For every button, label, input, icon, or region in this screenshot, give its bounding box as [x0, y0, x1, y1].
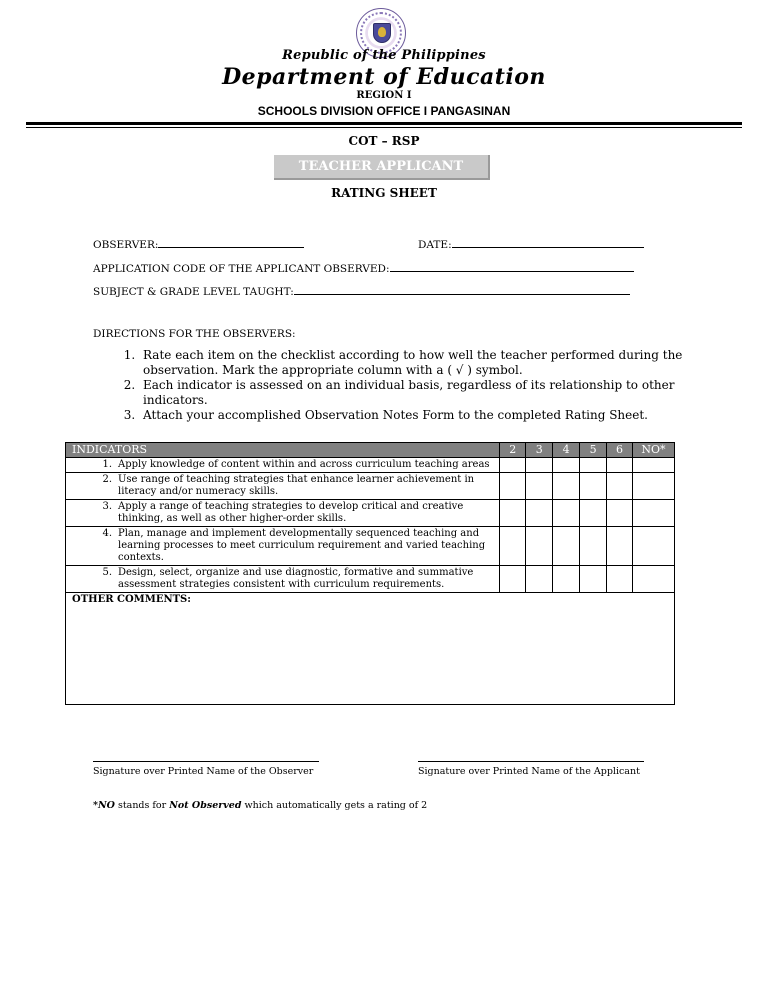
header-indicators: INDICATORS — [66, 443, 500, 458]
table-header-row — [66, 443, 675, 458]
application-code-line — [390, 261, 634, 272]
observer-label: OBSERVER: — [93, 239, 159, 251]
seal-torch-icon — [378, 27, 386, 37]
header-rating-5: 5 — [580, 443, 607, 458]
rating-cell[interactable] — [632, 500, 674, 527]
table-row — [66, 458, 675, 473]
rating-cell[interactable] — [632, 566, 674, 593]
subject-label: SUBJECT & GRADE LEVEL TAUGHT: — [93, 286, 294, 298]
rating-cell[interactable] — [526, 500, 553, 527]
rating-cell[interactable] — [500, 458, 526, 473]
form-title: RATING SHEET — [331, 186, 437, 200]
directions-heading: DIRECTIONS FOR THE OBSERVERS: — [93, 328, 296, 340]
header-rating-2: 2 — [500, 443, 526, 458]
department-title: Department of Education — [222, 64, 546, 90]
indicator-text: Use range of teaching strategies that enhance learner achievement in literacy and/or numeracy skills. — [118, 474, 475, 497]
rating-cell[interactable] — [580, 527, 607, 566]
indicator-number: 5. — [102, 567, 112, 578]
indicator-number: 4. — [102, 528, 112, 539]
applicant-signature-line[interactable] — [418, 761, 644, 762]
rating-cell[interactable] — [526, 566, 553, 593]
rating-cell[interactable] — [607, 527, 633, 566]
footnote — [93, 800, 427, 811]
rating-cell[interactable] — [553, 527, 580, 566]
subject-line — [294, 284, 630, 295]
header-rating-3: 3 — [526, 443, 553, 458]
rating-cell[interactable] — [526, 473, 553, 500]
table-row — [66, 500, 675, 527]
rating-cell[interactable] — [580, 473, 607, 500]
rating-cell[interactable] — [632, 473, 674, 500]
header-rating-6: 6 — [607, 443, 633, 458]
application-code-label: APPLICATION CODE OF THE APPLICANT OBSERVED: — [93, 263, 390, 275]
rating-cell[interactable] — [607, 566, 633, 593]
indicators-table — [65, 442, 675, 705]
rating-cell[interactable] — [500, 527, 526, 566]
observer-field[interactable] — [93, 237, 304, 251]
rating-cell[interactable] — [607, 500, 633, 527]
footnote-rest: which automatically gets a rating of 2 — [241, 800, 428, 811]
rating-cell[interactable] — [580, 458, 607, 473]
header-rating-4: 4 — [553, 443, 580, 458]
directions-list — [93, 348, 729, 423]
rating-cell[interactable] — [526, 458, 553, 473]
rating-cell[interactable] — [607, 473, 633, 500]
division-label: SCHOOLS DIVISION OFFICE I PANGASINAN — [257, 104, 511, 118]
comments-row — [66, 593, 675, 705]
indicator-text: Design, select, organize and use diagnostic, formative and summative assessment strategies consistent with curriculum requirements. — [118, 567, 474, 590]
indicator-text: Apply knowledge of content within and across curriculum teaching areas — [118, 459, 490, 470]
header-divider-thick — [26, 122, 742, 125]
rating-cell[interactable] — [500, 500, 526, 527]
other-comments-area[interactable] — [66, 593, 675, 705]
observer-line — [158, 237, 304, 248]
rating-cell[interactable] — [500, 473, 526, 500]
indicator-number: 3. — [102, 501, 112, 512]
rating-cell[interactable] — [580, 566, 607, 593]
form-code: COT – RSP — [348, 134, 420, 148]
table-row — [66, 527, 675, 566]
indicator-number: 2. — [102, 474, 112, 485]
subject-field[interactable] — [93, 284, 630, 298]
rating-cell[interactable] — [580, 500, 607, 527]
observer-signature-label: Signature over Printed Name of the Observer — [93, 766, 314, 777]
footnote-term: Not Observed — [169, 800, 242, 811]
rating-cell[interactable] — [553, 500, 580, 527]
table-row — [66, 566, 675, 593]
rating-cell[interactable] — [553, 473, 580, 500]
footnote-abbr: *NO — [93, 800, 115, 811]
indicator-text: Apply a range of teaching strategies to develop critical and creative thinking, as well as other higher-order skills. — [118, 501, 464, 524]
rating-cell[interactable] — [632, 458, 674, 473]
direction-item: 2. Each indicator is assessed on an individual basis, regardless of its relationship to other indicators. — [139, 378, 729, 408]
region-label: REGION I — [356, 90, 412, 101]
direction-item: 1. Rate each item on the checklist according to how well the teacher performed during the observation. Mark the appropriate column with a ( √ ) symbol. — [139, 348, 729, 378]
applicant-signature-label: Signature over Printed Name of the Applicant — [418, 766, 640, 777]
application-code-field[interactable] — [93, 261, 634, 275]
date-line — [452, 237, 644, 248]
date-label: DATE: — [418, 239, 452, 251]
rating-cell[interactable] — [632, 527, 674, 566]
observer-signature-line[interactable] — [93, 761, 319, 762]
teacher-applicant-badge: TEACHER APPLICANT — [274, 155, 490, 180]
table-row — [66, 473, 675, 500]
other-comments-label: OTHER COMMENTS: — [72, 594, 191, 605]
rating-cell[interactable] — [500, 566, 526, 593]
header-not-observed: NO* — [632, 443, 674, 458]
header-divider-thin — [26, 127, 742, 128]
rating-cell[interactable] — [526, 527, 553, 566]
footnote-middle: stands for — [114, 800, 170, 811]
rating-cell[interactable] — [553, 458, 580, 473]
direction-item: 3. Attach your accomplished Observation Notes Form to the completed Rating Sheet. — [139, 408, 729, 423]
indicator-text: Plan, manage and implement developmentally sequenced teaching and learning processes to meet curriculum requirement and varied teaching contexts. — [118, 528, 486, 563]
rating-cell[interactable] — [553, 566, 580, 593]
date-field[interactable] — [418, 237, 644, 251]
republic-title: Republic of the Philippines — [282, 48, 486, 63]
indicator-number: 1. — [102, 459, 112, 470]
rating-cell[interactable] — [607, 458, 633, 473]
